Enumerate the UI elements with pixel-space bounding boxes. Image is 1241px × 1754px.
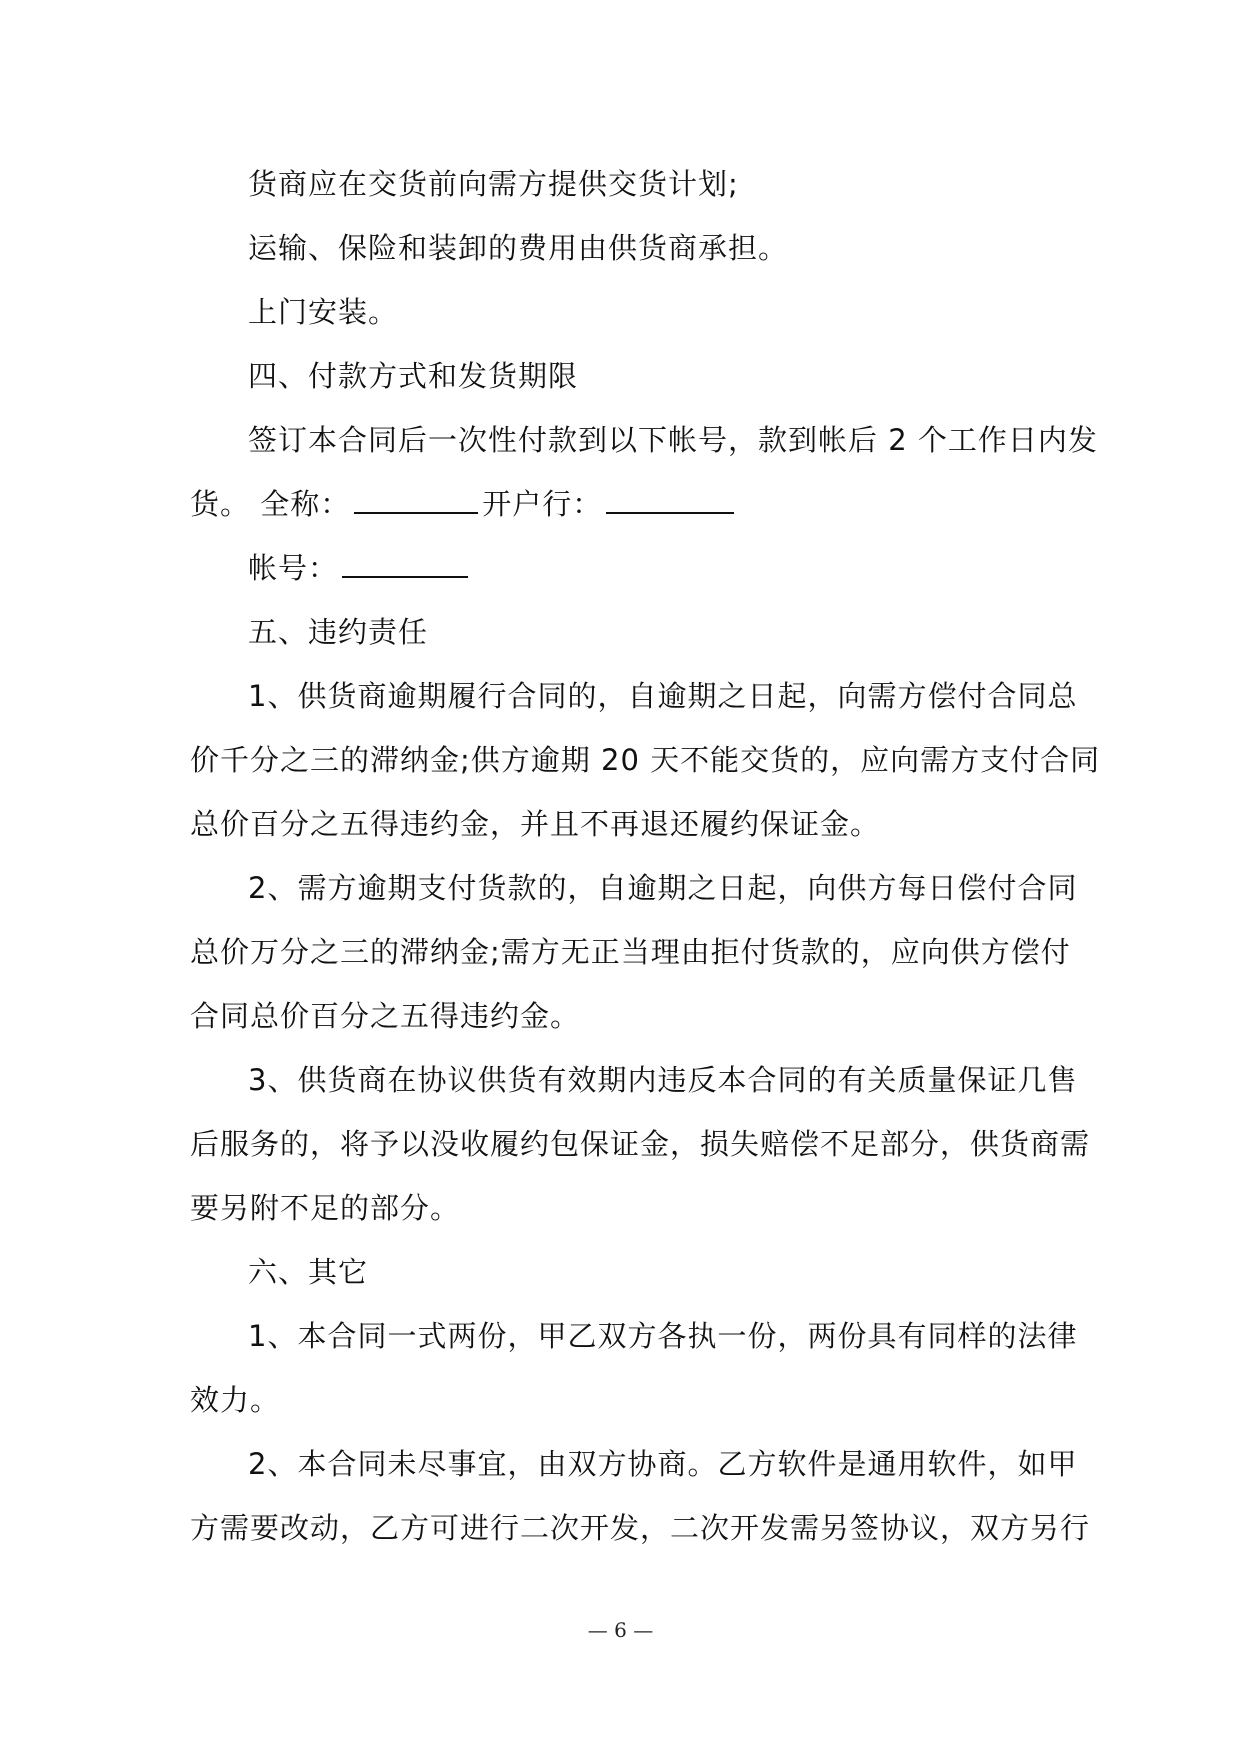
full-name-blank bbox=[354, 486, 478, 514]
page-number: — 6 — bbox=[587, 1618, 654, 1642]
bank-blank bbox=[606, 486, 734, 514]
liability-item-2-line-1: 2、需方逾期支付货款的，自逾期之日起，向供方每日偿付合同 bbox=[248, 871, 1078, 905]
liability-item-3-line-3: 要另附不足的部分。 bbox=[190, 1191, 461, 1225]
liability-item-1-line-1: 1、供货商逾期履行合同的，自逾期之日起，向需方偿付合同总 bbox=[248, 679, 1078, 713]
liability-item-2-line-3: 合同总价百分之五得违约金。 bbox=[190, 999, 581, 1033]
paragraph-installation: 上门安装。 bbox=[248, 295, 399, 329]
liability-item-1-line-3: 总价百分之五得违约金，并且不再退还履约保证金。 bbox=[190, 807, 881, 841]
document-body bbox=[190, 152, 1101, 1560]
payment-full-name-label: 货。 全称： bbox=[190, 487, 351, 521]
paragraph-transport-costs: 运输、保险和装卸的费用由供货商承担。 bbox=[248, 231, 789, 265]
section-heading-other: 六、其它 bbox=[248, 1255, 369, 1289]
paragraph-account bbox=[190, 536, 1070, 600]
account-blank bbox=[342, 550, 468, 578]
other-item-2-line-1: 2、本合同未尽事宜，由双方协商。乙方软件是通用软件，如甲 bbox=[248, 1447, 1078, 1481]
paragraph-delivery-plan: 货商应在交货前向需方提供交货计划; bbox=[248, 167, 739, 201]
payment-bank-label: 开户行： bbox=[482, 487, 603, 521]
other-item-1-line-2: 效力。 bbox=[190, 1383, 281, 1417]
liability-item-1-line-2: 价千分之三的滞纳金;供方逾期 20 天不能交货的，应向需方支付合同 bbox=[190, 743, 1101, 777]
section-heading-liability: 五、违约责任 bbox=[248, 615, 429, 649]
section-heading-payment: 四、付款方式和发货期限 bbox=[248, 359, 579, 393]
liability-item-2-line-2: 总价万分之三的滞纳金;需方无正当理由拒付货款的，应向供方偿付 bbox=[190, 935, 1071, 969]
other-item-1-line-1: 1、本合同一式两份，甲乙双方各执一份，两份具有同样的法律 bbox=[248, 1319, 1078, 1353]
other-item-2-line-2: 方需要改动，乙方可进行二次开发，二次开发需另签协议，双方另行 bbox=[190, 1511, 1091, 1545]
paragraph-payment-line-1: 签订本合同后一次性付款到以下帐号，款到帐后 2 个工作日内发 bbox=[248, 423, 1098, 457]
liability-item-3-line-2: 后服务的，将予以没收履约包保证金，损失赔偿不足部分，供货商需 bbox=[190, 1127, 1091, 1161]
liability-item-3-line-1: 3、供货商在协议供货有效期内违反本合同的有关质量保证几售 bbox=[248, 1063, 1078, 1097]
paragraph-payment-line-2 bbox=[190, 472, 1070, 536]
payment-account-label: 帐号： bbox=[248, 551, 339, 585]
